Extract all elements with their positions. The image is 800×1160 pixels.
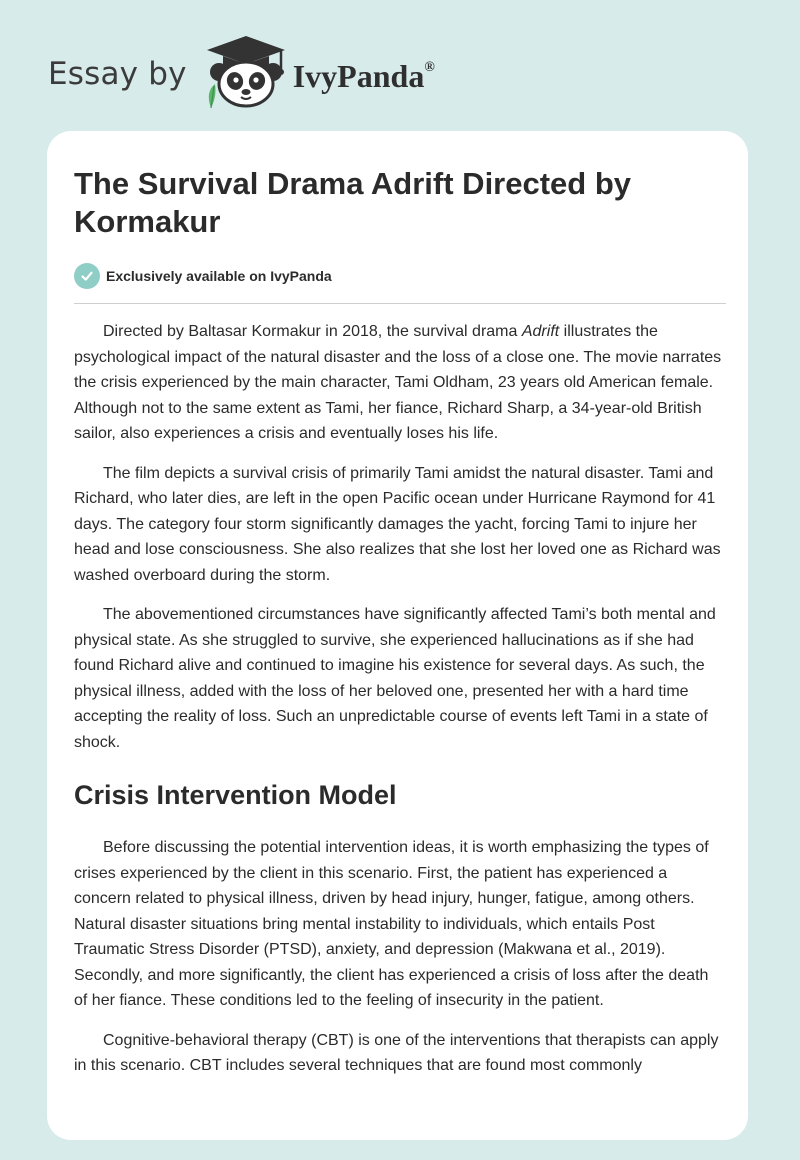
paragraph: The film depicts a survival crisis of primarily Tami amidst the natural disaster. Tami and Richard, who later dies, are left in the open Pacific ocean under Hurricane Raymond for 41 days. The category four storm significantly damages the yacht, forcing Tami to injure her head and lose consciousness. She also realizes that she lost her loved one as Richard was washed overboard during the storm. [74,464,721,584]
checkmark-icon [74,263,100,289]
paragraph: Before discussing the potential intervention ideas, it is worth emphasizing the types of crises experienced by the client in this scenario. First, the patient has experienced a concern related to physical illness, driven by head injury, hunger, fatigue, among others. Natural disaster situations bring mental instability to individuals, which entails Post Traumatic Stress Disorder (PTSD), anxiety, and depression (Makwana et al., 2019). Secondly, and more significantly, the client has experienced a crisis of loss after the death of her fiance. These conditions led to the feeling of insecurity in the patient. [74,839,709,1009]
exclusive-notice [74,262,724,290]
paragraph: The abovementioned circumstances have significantly affected Tami’s both mental and physical state. As she struggled to survive, she experienced hallucinations as if she had found Richard alive and continued to imagine his existence for several days. As such, the physical illness, added with the loss of her beloved one, presented her with a hard time accepting the reality of loss. Such an unpredictable course of events left Tami in a state of shock. [74,606,716,751]
section-heading: Crisis Intervention Model [74,780,397,810]
essay-by-label: Essay by [48,56,187,92]
exclusive-label: Exclusively available on IvyPanda [106,268,332,284]
article-body [74,319,724,1079]
divider [74,303,726,304]
essay-card [47,131,748,1140]
panda-graduate-icon[interactable] [201,34,291,110]
film-title: Adrift [521,323,560,340]
paragraph: Cognitive-behavioral therapy (CBT) is one of the interventions that therapists can apply in this scenario. CBT includes several techniques that are found most commonly [74,1031,719,1074]
registered-mark: ® [424,59,435,75]
essay-content [74,165,724,1079]
page-title: The Survival Drama Adrift Directed by Kormakur [74,166,632,239]
brand-name[interactable]: IvyPanda® [292,57,435,94]
site-header [48,34,435,110]
paragraph: Directed by Baltasar Kormakur in 2018, the survival drama Adrift illustrates the psychological impact of the natural disaster and the loss of a close one. The movie narrates the crisis experienced by the main character, Tami Oldham, 23 years old American female. Although not to the same extent as Tami, her fiance, Richard Sharp, a 34-year-old British sailor, also experiences a crisis and eventually loses his life. [74,323,722,442]
